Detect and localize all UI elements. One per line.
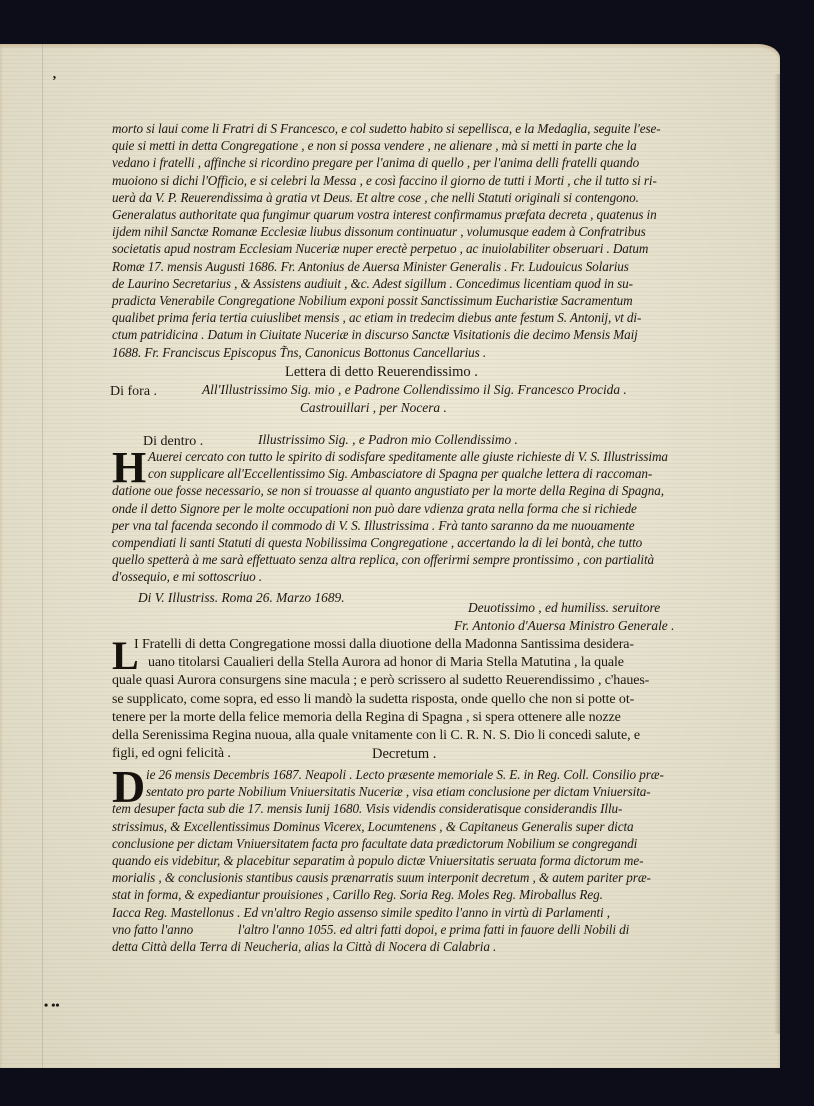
closing: Deuotissimo , ed humiliss. seruitore: [468, 600, 661, 615]
drop-cap-d: D: [112, 761, 146, 812]
text-line: Iacca Reg. Mastellonus . Ed vn'altro Regio assenso simile spedito l'anno in virtù di Parlamenti ,: [112, 904, 610, 920]
decree-body: [112, 761, 702, 955]
text-line: tenere per la morte della felice memoria della Regina di Spagna , si spera ottenere alle nozze: [112, 709, 621, 725]
text-line: figli, ed ogni felicità .: [112, 746, 231, 762]
text-line: con supplicare all'Eccellentissimo Sig. Ambasciatore di Spagna per qualche lettera di raccoman-: [148, 466, 653, 482]
text-line: della Serenissima Regina nuoua, alla quale vnitamente con li C. R. N. S. Dio li concedi salute, e: [112, 728, 641, 744]
text-line: detta Città della Terra di Neucheria, alias la Città di Nocera di Calabria .: [112, 939, 497, 955]
signature: Fr. Antonio d'Auersa Ministro Generale .: [454, 618, 675, 633]
text-line: vno fatto l'anno l'altro l'anno 1055. ed altri fatti dopoi, e prima fatti in fauore delli Nobili di: [112, 921, 630, 937]
text-line: Auerei cercato con tutto le spirito di sodisfare speditamente alle giuste richieste di V. S. Illustrissima: [148, 449, 668, 464]
text-line: ie 26 mensis Decembris 1687. Neapoli . Lecto præsente memoriale S. E. in Reg. Coll. Consilio præ-: [146, 767, 664, 782]
text-line: d'ossequio, e mi sottoscriuo .: [112, 569, 263, 585]
section-statutes: [112, 120, 702, 361]
letter-heading: Lettera di detto Reuerendissimo .: [285, 364, 478, 380]
salutation: Illustrissimo Sig. , e Padron mio Collendissimo .: [258, 432, 518, 447]
text-line: de Laurino Secretarius , & Assistens audiuit , &c. Adest sigillum . Concedimus licentiam quod in su-: [112, 275, 633, 291]
text-line: pradicta Venerabile Congregatione Nobilium exponi possit Sanctissimum Eucharistiæ Sacramentum: [112, 293, 633, 309]
decree-heading: Decretum .: [372, 746, 437, 762]
text-line: Romæ 17. mensis Augusti 1686. Fr. Antonius de Auersa Minister Generalis . Fr. Ludouicus Solarius: [112, 258, 629, 274]
text-line: stat in forma, & expediantur prouisiones , Carillo Reg. Soria Reg. Moles Reg. Miroballus Reg.: [112, 887, 603, 903]
text-line: onde il detto Signore per le molte occupationi non può dare vdienza grata nella forma che si richiede: [112, 500, 637, 516]
text-line: datione oue fosse necessario, se non si trouasse al quanto angustiato per la morte della Regina di Spagna,: [112, 483, 664, 499]
text-line: qualibet prima feria tertia cuiuslibet mensis , ac etiam in tredecim diebus ante festum S. Antonij, vt di-: [112, 310, 642, 326]
text-line: tem desuper facta sub die 17. mensis Iunij 1680. Visis videndis consideratisque considerandis Illu-: [112, 801, 623, 817]
text-line: Generalatus authoritate qua fungimur quarum vostra interest confirmamus præfata decreta , quatenus in: [112, 207, 657, 223]
drop-cap-l: L: [112, 633, 139, 678]
inside-label: Di dentro .: [143, 434, 204, 449]
letter-body: [112, 443, 702, 586]
outside-label: Di fora .: [110, 384, 158, 399]
outside-address-city: Castrouillari , per Nocera .: [300, 400, 447, 415]
text-line: uano titolarsi Caualieri della Stella Aurora ad honor di Maria Stella Matutina , la quale: [148, 655, 624, 671]
text-line: I Fratelli di detta Congregatione mossi dalla diuotione della Madonna Santissima desidera-: [134, 637, 634, 652]
text-line: ctum patridicina . Datum in Ciuitate Nuceriæ in discurso Sanctæ Visitationis die decimo Mensis Maij: [112, 327, 638, 343]
text-line: 1688. Fr. Franciscus Episcopus T̃ns, Canonicus Bottonus Cancellarius .: [112, 344, 487, 360]
text-line: compendiati li santi Statuti di questa Nobilissima Congregatione , accertando la di lei bontà, che tutto: [112, 535, 643, 551]
dateline: Di V. Illustriss. Roma 26. Marzo 1689.: [138, 590, 345, 605]
drop-cap-h: H: [112, 443, 147, 492]
ink-mark: ʼ: [52, 74, 57, 89]
text-line: se supplicato, come sopra, ed esso li mandò la sudetta risposta, onde quello che non si potte ot-: [112, 691, 635, 707]
text-line: morto si laui come li Fratri di S Francesco, e col sudetto habito si sepellisca, e la Medaglia, seguite l'ese-: [112, 121, 661, 136]
text-line: per vna tal facenda secondo il commodo di V. S. Illustrissima . Frà tanto saranno da me nuouamente: [112, 517, 635, 533]
ink-spots: • ••: [44, 998, 60, 1012]
section-congregation: [112, 633, 702, 763]
text-line: vedano i fratelli , affinche si ricordino pregare per l'anima di quello , per l'anima delli fratelli quando: [112, 155, 640, 171]
text-line: morialis , & conclusionis stantibus causis prænarratis suum interponit decretum , & autem pariter præ-: [112, 870, 651, 886]
text-line: strissimus, & Excellentissimus Dominus Vicerex, Locumtenens , & Capitaneus Generalis super dicta: [112, 818, 634, 834]
text-line: muoiono si dichi l'Officio, e si celebri la Messa , e così faccino il giorno de tutti i Morti , che il tutto si ri-: [112, 172, 657, 188]
text-line: ijdem nihil Sanctæ Romanæ Ecclesiæ liubus dissonum continuatur , volumusque eadem à Confratribus: [112, 224, 646, 240]
text-line: uerà da V. P. Reuerendissima à gratia vt Deus. Et altre cose , che nelli Statuti originali si contengono.: [112, 189, 639, 205]
text-line: quie si metti in detta Congregatione , e non si possa vendere , ne alienare , mà si metti in parte che la: [112, 138, 637, 154]
text-line: quale quasi Aurora consurgens sine macula ; e però scrissero al sudetto Reuerendissimo , c'haues-: [112, 673, 650, 689]
text-line: sentato pro parte Nobilium Vniuersitatis Nuceriæ , visa etiam conclusione per dictam Vniuersita-: [146, 784, 651, 800]
text-line: quello spetterà à me sarà effettuato senza altra replica, con offerirmi sempre prontissimo , con partialità: [112, 552, 655, 568]
text-line: societatis apud nostram Ecclesiam Nuceriæ nuper erectè perpetuo , ac inuiolabiliter obseruari . Datum: [112, 241, 649, 257]
document-page: [0, 44, 780, 1068]
text-line: quando eis videbitur, & placebitur separatim à populo dictæ Vniuersitatis seruata forma dictorum me-: [112, 853, 644, 869]
text-line: conclusione per dictam Vniuersitatem facta pro facultate data prædictorum Nobilium se congregandi: [112, 835, 638, 851]
outside-address: All'Illustrissimo Sig. mio , e Padrone Collendissimo il Sig. Francesco Procida .: [202, 382, 627, 397]
